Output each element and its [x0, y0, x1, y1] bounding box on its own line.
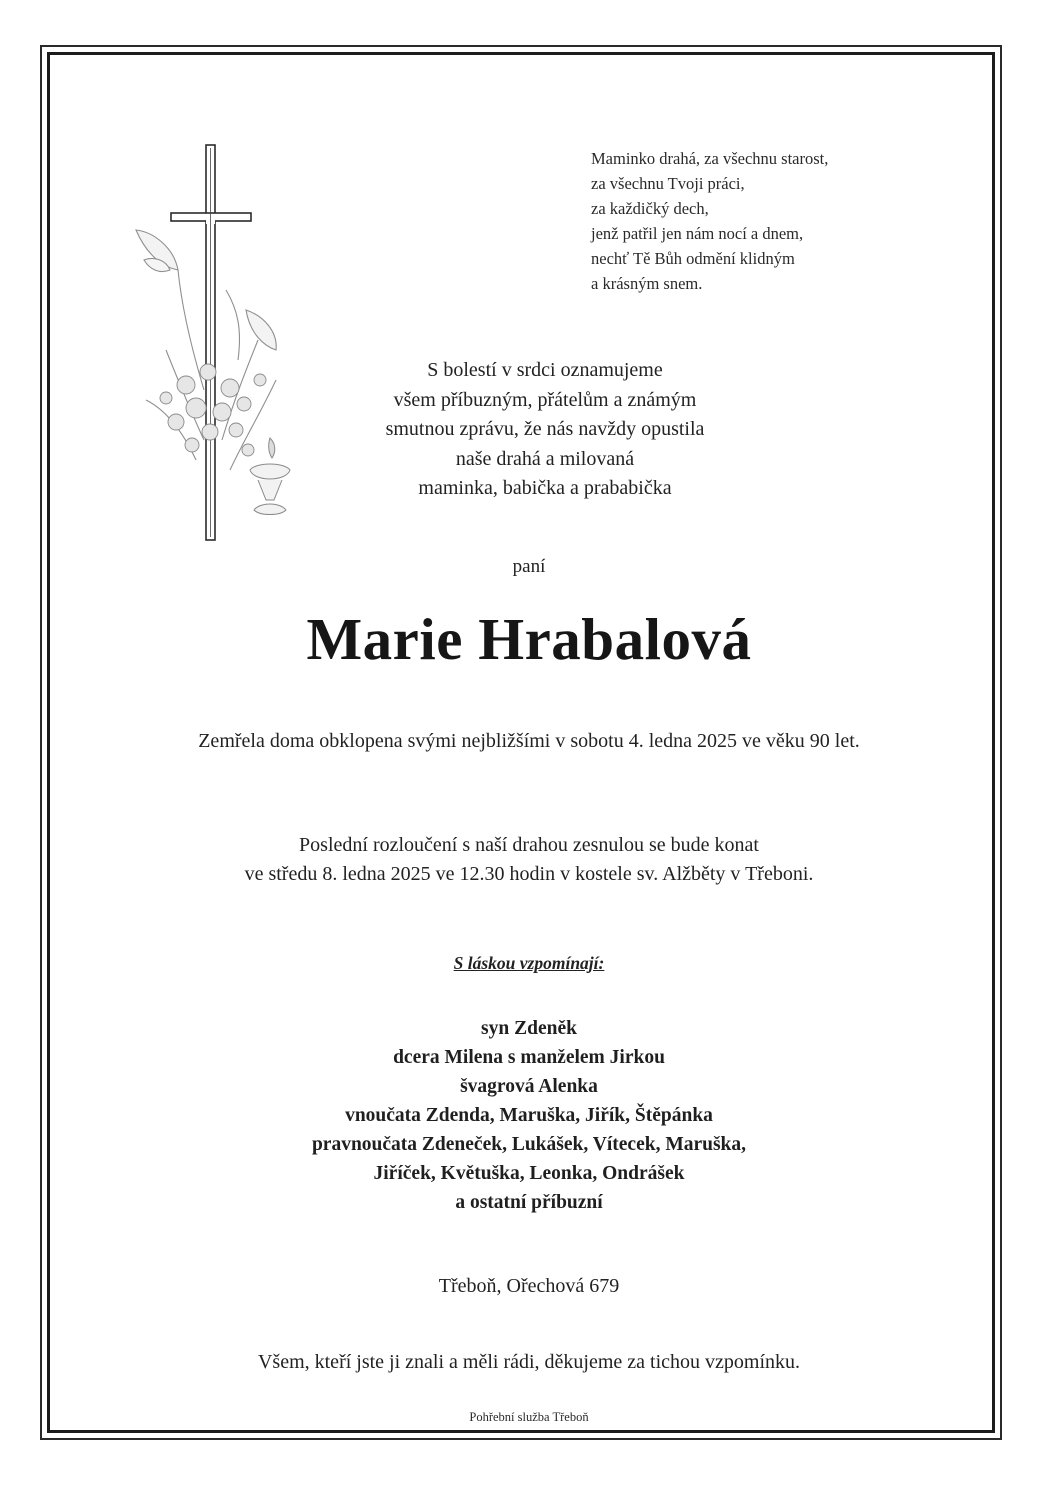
poem-line: za všechnu Tvoji práci, — [591, 174, 745, 193]
poem-line: jenž patřil jen nám nocí a dnem, — [591, 224, 804, 243]
deceased-name: Marie Hrabalová — [306, 606, 752, 672]
mourners-heading: S láskou vzpomínají: — [453, 953, 605, 973]
oil-lamp-icon — [250, 438, 290, 515]
mourners-list — [0, 1014, 1058, 1217]
death-notice: Zemřela doma obklopena svými nejbližšími v sobotu 4. ledna 2025 ve věku 90 let. — [198, 730, 860, 752]
mourner-line: vnoučata Zdenda, Maruška, Jiřík, Štěpánka — [345, 1105, 713, 1126]
intro-line: všem příbuzným, přátelům a známým — [393, 388, 697, 411]
mourner-line: švagrová Alenka — [460, 1076, 598, 1097]
announcement-intro — [300, 356, 790, 504]
mourner-line: Jiříček, Květuška, Leonka, Ondrášek — [373, 1163, 685, 1184]
poem-line: a krásným snem. — [591, 274, 703, 293]
poem-line: nechť Tě Bůh odmění klidným — [591, 249, 795, 268]
poem — [591, 146, 971, 296]
mourner-line: a ostatní příbuzní — [455, 1192, 603, 1213]
poem-line: Maminko drahá, za všechnu starost, — [591, 149, 829, 168]
mourner-line: dcera Milena s manželem Jirkou — [393, 1047, 665, 1068]
address: Třeboň, Ořechová 679 — [438, 1275, 620, 1297]
funeral-line: Poslední rozloučení s naší drahou zesnulou se bude konat — [299, 834, 759, 856]
mourner-line: pravnoučata Zdeneček, Lukášek, Vítecek, Maruška, — [311, 1134, 747, 1155]
intro-line: smutnou zprávu, že nás navždy opustila — [385, 418, 705, 440]
funeral-details — [0, 831, 1058, 888]
funeral-line: ve středu 8. ledna 2025 ve 12.30 hodin v kostele sv. Alžběty v Třeboni. — [244, 862, 814, 885]
funeral-service-name: Pohřební služba Třeboň — [469, 1410, 589, 1424]
intro-line: S bolestí v srdci oznamujeme — [427, 359, 663, 381]
title-prefix: paní — [512, 556, 546, 577]
poem-line: za každičký dech, — [591, 199, 709, 218]
thanks-note: Všem, kteří jste ji znali a měli rádi, děkujeme za tichou vzpomínku. — [257, 1351, 801, 1373]
mourner-line: syn Zdeněk — [481, 1018, 577, 1039]
intro-line: naše drahá a milovaná — [455, 447, 635, 470]
intro-line: maminka, babička a prababička — [418, 477, 672, 499]
